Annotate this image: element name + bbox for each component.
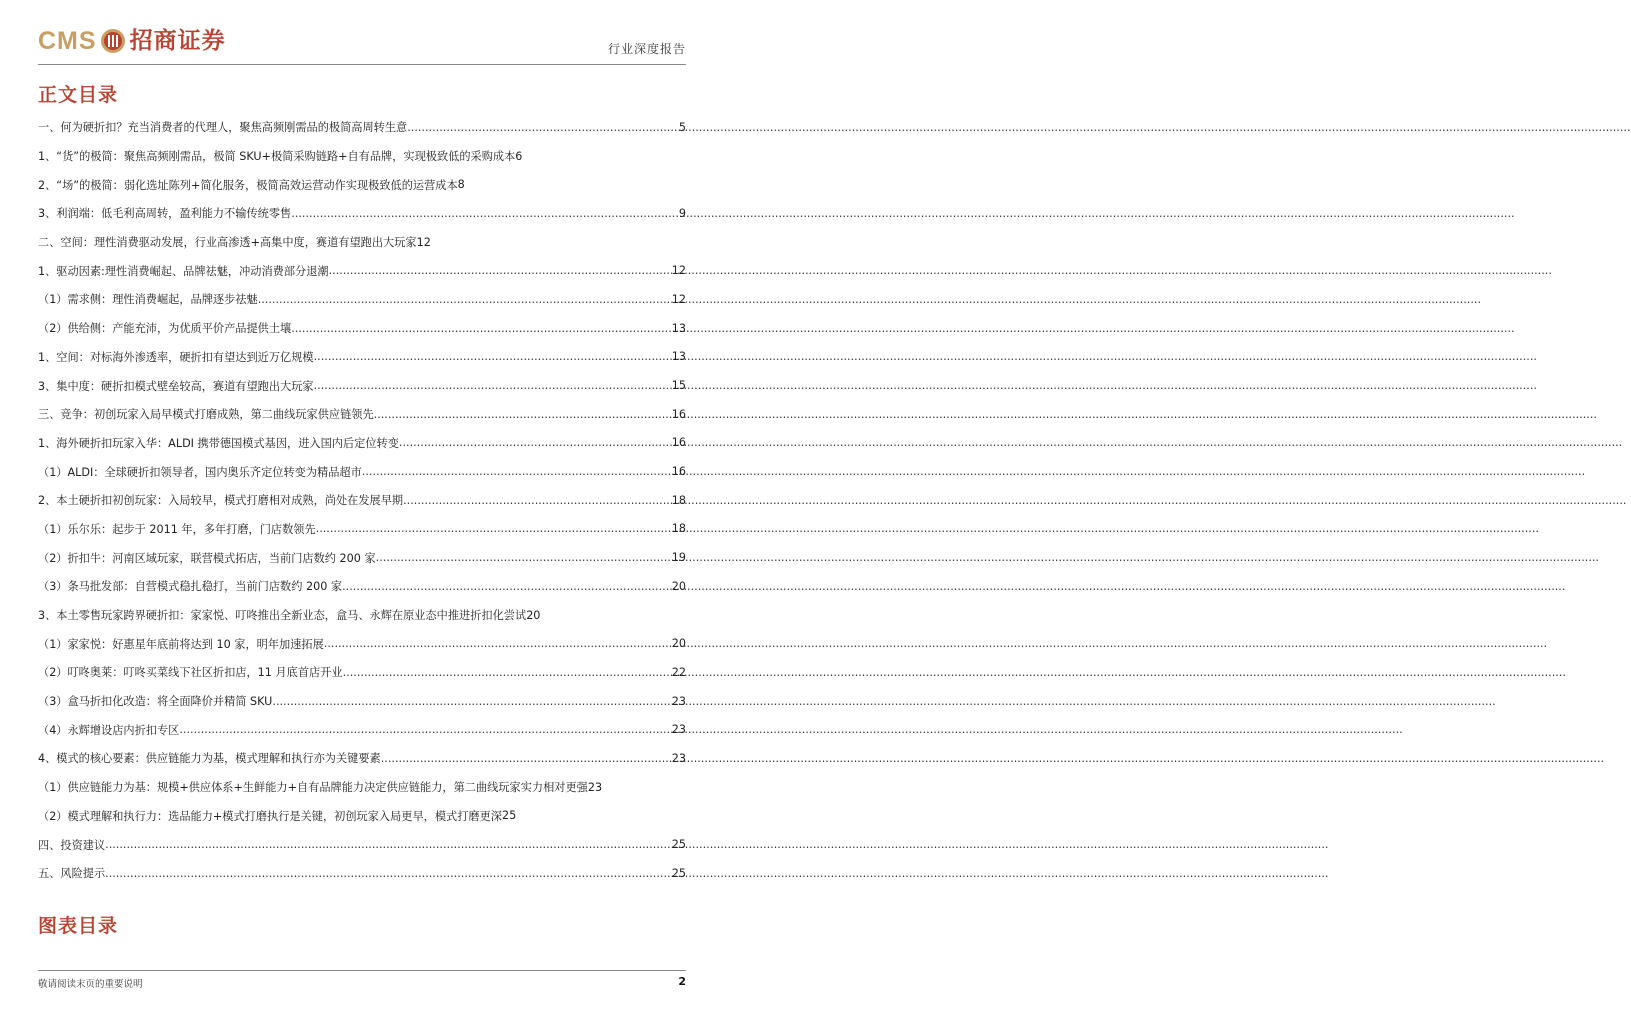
toc-dot-leader <box>343 666 672 679</box>
toc-entry[interactable] <box>38 802 686 831</box>
toc-dot-leader <box>179 723 671 736</box>
toc-dot-leader <box>291 207 679 220</box>
toc-entry[interactable] <box>38 687 686 716</box>
toc-entry-text: 三、竞争：初创玩家入局早模式打磨成熟，第二曲线玩家供应链领先 <box>38 408 374 422</box>
toc-dot-leader <box>272 695 671 708</box>
toc-entry[interactable] <box>38 773 686 802</box>
page-number: 2 <box>678 975 686 988</box>
toc-entry-page: 25 <box>502 809 517 823</box>
toc-entry-page: 13 <box>671 350 686 364</box>
toc-entry-page: 22 <box>671 665 686 679</box>
toc-entry[interactable] <box>38 572 686 601</box>
toc-dot-leader <box>381 752 672 765</box>
toc-entry-page: 20 <box>671 637 686 651</box>
toc-entry[interactable] <box>38 285 686 314</box>
toc-entry[interactable] <box>38 314 686 343</box>
toc-entry-page: 23 <box>587 780 603 794</box>
toc-entry-text: （1）ALDI：全球硬折扣领导者，国内奥乐齐定位转变为精品超市 <box>38 465 362 479</box>
toc-entry-page: 5 <box>678 120 686 134</box>
toc-dot-leader <box>407 121 679 134</box>
toc-dot-leader <box>314 350 672 363</box>
toc-entry-page: 23 <box>671 751 686 765</box>
logo-chinese-text: 招商证券 <box>129 28 226 54</box>
toc-dot-leader <box>258 293 672 306</box>
toc-entry-text: （2）模式理解和执行力：选品能力+模式打磨执行是关键，初创玩家入局更早，模式打磨更深 <box>38 809 502 823</box>
toc-entry-text: 1、“货”的极简：聚焦高频刚需品，极简 SKU+极简采购链路+自有品牌，实现极致低的采购成本 <box>38 150 516 164</box>
footer-divider <box>38 970 686 971</box>
toc-dot-leader <box>316 522 672 535</box>
toc-entry-text: 1、海外硬折扣玩家入华：ALDI 携带德国模式基因，进入国内后定位转变 <box>38 436 399 450</box>
logo-seal-icon <box>100 28 126 54</box>
toc-dot-leader <box>105 838 672 851</box>
toc-entry-page: 12 <box>416 235 431 249</box>
toc-entry[interactable] <box>38 113 686 142</box>
toc-entry-text: 4、模式的核心要素：供应链能力为基，模式理解和执行亦为关键要素 <box>38 752 381 766</box>
toc-entry[interactable] <box>38 629 686 658</box>
toc-entry-text: 3、本土零售玩家跨界硬折扣：家家悦、叮咚推出全新业态，盒马、永辉在原业态中推进折扣化尝试 <box>38 609 527 623</box>
toc-entry-text: 四、投资建议 <box>38 838 106 852</box>
toc-entry-page: 16 <box>671 407 686 421</box>
toc-entry-page: 6 <box>515 149 523 163</box>
toc-dot-leader <box>324 637 672 650</box>
toc-entry[interactable] <box>38 859 686 888</box>
toc-entry[interactable] <box>38 601 686 630</box>
toc-entry[interactable] <box>38 658 686 687</box>
toc-dot-leader <box>376 551 672 564</box>
toc-entry-page: 12 <box>671 292 686 306</box>
toc-entry-page: 19 <box>671 551 686 565</box>
toc-dot-leader <box>399 436 672 449</box>
toc-entry-page: 15 <box>671 379 686 393</box>
toc-list <box>38 113 686 888</box>
toc-entry-page: 20 <box>671 579 686 593</box>
toc-entry[interactable] <box>38 715 686 744</box>
toc-dot-leader <box>362 465 672 478</box>
cms-logo <box>38 24 226 58</box>
toc-entry[interactable] <box>38 199 686 228</box>
toc-entry[interactable] <box>38 515 686 544</box>
toc-entry[interactable] <box>38 228 686 257</box>
toc-dot-leader <box>403 494 672 507</box>
toc-entry-page: 9 <box>678 206 686 220</box>
page-header <box>0 0 724 66</box>
logo-latin-text: CMS <box>38 27 97 55</box>
toc-dot-leader <box>329 264 672 277</box>
toc-entry[interactable] <box>38 170 686 199</box>
toc-dot-leader <box>342 580 672 593</box>
toc-entry[interactable] <box>38 256 686 285</box>
toc-entry-text: （1）家家悦：好惠星年底前将达到 10 家，明年加速拓展 <box>38 637 324 651</box>
toc-dot-leader <box>291 322 672 335</box>
toc-entry-text: （1）供应链能力为基：规模+供应体系+生鲜能力+自有品牌能力决定供应链能力，第二曲线玩家实力相对更强 <box>38 781 588 795</box>
toc-dot-leader <box>374 408 672 421</box>
toc-entry-page: 18 <box>671 493 686 507</box>
toc-entry-page: 20 <box>526 608 541 622</box>
figure-list-title: 图表目录 <box>38 915 119 937</box>
toc-entry-page: 25 <box>671 838 686 852</box>
toc-entry[interactable] <box>38 343 686 372</box>
toc-entry[interactable] <box>38 142 686 171</box>
toc-entry-text: （2）叮咚奥莱：叮咚买菜线下社区折扣店，11 月底首店开业 <box>38 666 343 680</box>
toc-entry-text: 2、“场”的极简：弱化选址陈列+简化服务，极简高效运营动作实现极致低的运营成本 <box>38 178 458 192</box>
toc-entry-page: 13 <box>671 321 686 335</box>
toc-entry-text: （1）乐尔乐：起步于 2011 年，多年打磨，门店数领先 <box>38 522 316 536</box>
report-type-label: 行业深度报告 <box>607 42 686 56</box>
toc-entry-text: 五、风险提示 <box>38 867 106 881</box>
toc-entry-page: 16 <box>671 465 686 479</box>
toc-dot-leader <box>314 379 672 392</box>
toc-entry-text: 3、集中度：硬折扣模式壁垒较高，赛道有望跑出大玩家 <box>38 379 314 393</box>
toc-entry-page: 23 <box>671 723 686 737</box>
toc-entry[interactable] <box>38 744 686 773</box>
toc-entry-text: 3、利润端：低毛利高周转，盈利能力不输传统零售 <box>38 207 292 221</box>
toc-entry[interactable] <box>38 457 686 486</box>
toc-entry-text: （3）条马批发部：自营模式稳扎稳打，当前门店数约 200 家 <box>38 580 343 594</box>
toc-title: 正文目录 <box>38 84 119 106</box>
toc-entry-page: 18 <box>671 522 686 536</box>
toc-entry-page: 16 <box>671 436 686 450</box>
toc-entry-text: 二、空间：理性消费驱动发展，行业高渗透+高集中度，赛道有望跑出大玩家 <box>38 236 417 250</box>
toc-entry-text: （3）盒马折扣化改造：将全面降价并精简 SKU <box>38 695 273 709</box>
toc-entry-text: 一、何为硬折扣？充当消费者的代理人，聚焦高频刚需品的极简高周转生意 <box>38 121 408 135</box>
toc-entry-text: （2）折扣牛：河南区域玩家，联营模式拓店，当前门店数约 200 家 <box>38 551 376 565</box>
toc-entry[interactable] <box>38 486 686 515</box>
toc-dot-leader <box>105 867 672 880</box>
toc-entry[interactable] <box>38 429 686 458</box>
toc-entry[interactable] <box>38 371 686 400</box>
toc-entry-text: （4）永辉增设店内折扣专区 <box>38 723 180 737</box>
toc-entry-text: 1、驱动因素:理性消费崛起、品牌祛魅，冲动消费部分退潮 <box>38 264 329 278</box>
toc-entry-text: 1、空间：对标海外渗透率，硬折扣有望达到近万亿规模 <box>38 350 314 364</box>
toc-entry-text: （1）需求侧：理性消费崛起，品牌逐步祛魅 <box>38 293 258 307</box>
toc-entry[interactable] <box>38 830 686 859</box>
toc-entry[interactable] <box>38 543 686 572</box>
toc-entry-page: 12 <box>671 264 686 278</box>
header-divider <box>38 64 686 65</box>
toc-entry-page: 8 <box>457 178 465 192</box>
toc-entry-page: 23 <box>671 694 686 708</box>
toc-entry[interactable] <box>38 400 686 429</box>
toc-entry-page: 25 <box>671 866 686 880</box>
footer-disclaimer: 敬请阅读末页的重要说明 <box>38 979 143 990</box>
toc-entry-text: （2）供给侧：产能充沛，为优质平价产品提供土壤 <box>38 322 292 336</box>
toc-entry-text: 2、本土硬折扣初创玩家：入局较早，模式打磨相对成熟，尚处在发展早期 <box>38 494 404 508</box>
